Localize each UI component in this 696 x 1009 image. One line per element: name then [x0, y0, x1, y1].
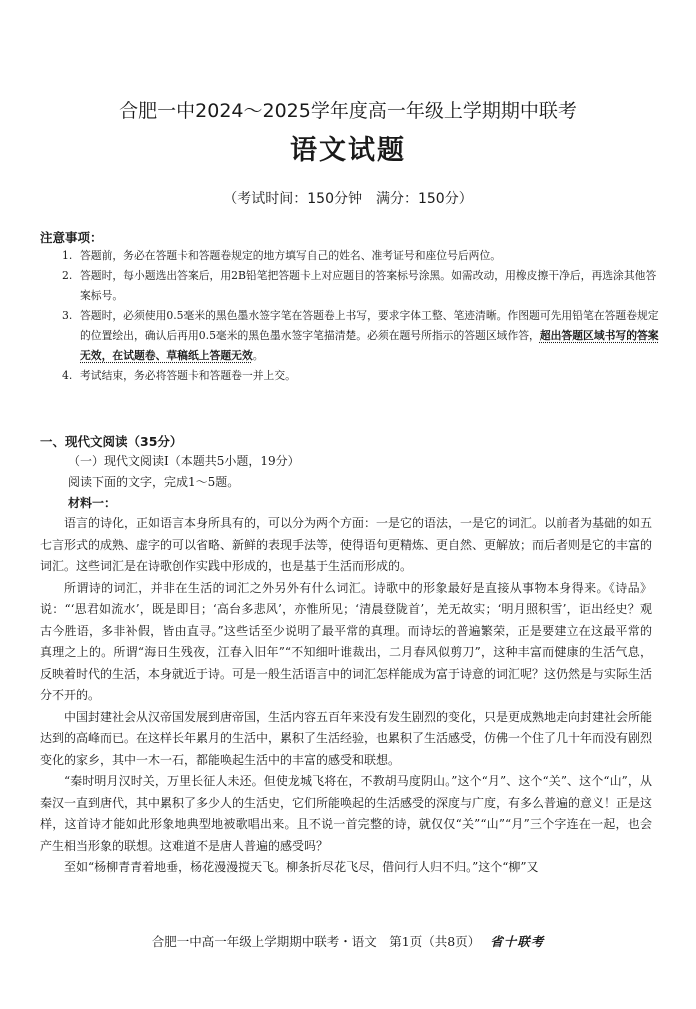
brand-logo: 省十联考: [490, 934, 545, 949]
note-text: 答题前，务必在答题卡和答题卷规定的地方填写自己的姓名、准考证号和座位号后两位。: [80, 249, 502, 262]
subsection-title: （一）现代文阅读Ⅰ（本题共5小题，19分）: [68, 454, 300, 468]
paragraph: 至如“杨柳青青着地垂，杨花漫漫搅天飞。柳条折尽花飞尽，借问行人归不归。”这个“柳”又: [64, 860, 539, 874]
notes-list: [62, 246, 662, 386]
section-title: 一、现代文阅读（35分）: [40, 434, 183, 449]
note-number: 4.: [62, 369, 73, 382]
reading-instruction: 阅读下面的文字，完成1～5题。: [68, 475, 240, 489]
note-number: 3.: [62, 309, 73, 322]
exam-title: 合肥一中2024～2025学年度高一年级上学期期中联考: [119, 100, 577, 122]
footer-text: 合肥一中高一年级上学期期中联考・语文 第1页（共8页）: [151, 934, 481, 949]
reading-passage: [40, 513, 652, 879]
paragraph: 所谓诗的词汇，并非在生活的词汇之外另外有什么词汇。诗歌中的形象最好是直接从事物本身得来。《诗品》说：“‘思君如流水’，既是即目；‘高台多悲风’，亦惟所见；‘清晨登陇首’，羌无故实；‘明月照积雪’，讵出经史？观古今胜语，多非补假，皆由直寻。”这些话至少说明了最平常的真理。而诗坛的普遍繁荣，正是要建立在这最平常的真理之上的。所谓“海日生残夜，江春入旧年”“不知细叶谁裁出，二月春风似剪刀”，这种丰富而健康的生活气息，反映着时代的生活，本身就近于诗。可是一般生活语言中的词汇怎样能成为富于诗意的词汇呢？这仍然是与实际生活分不开的。: [40, 580, 653, 702]
note-item: [62, 246, 662, 266]
note-text-part: 答题时，必须使用0.5毫米的黑色墨水签字笔在答题卷上书写，要求字体工整、笔迹清晰。作图题可先用铅笔在答题卷规定的位置绘出，确认后再用0.5毫米的黑色墨水签字笔描清楚。必须在题号所指示的答题区域作答，: [80, 309, 659, 342]
exam-info: （考试时间：150分钟 满分：150分）: [223, 191, 473, 207]
note-text: 答题时，每小题选出答案后，用2B铅笔把答题卡上对应题目的答案标号涂黑。如需改动，用橡皮擦干净后，再选涂其他答案标号。: [80, 269, 657, 302]
note-number: 2.: [62, 269, 73, 282]
page-footer: [0, 932, 696, 950]
subject-title: 语文试题: [290, 135, 406, 166]
bold-warning: 超出答题区域书写的答案无效，在试题卷、草稿纸上答题无效: [80, 329, 659, 362]
note-item: [62, 366, 662, 386]
note-text-end: 。: [252, 349, 264, 362]
note-text: 考试结束，务必将答题卡和答题卷一并上交。: [80, 369, 296, 382]
material-label: 材料一：: [68, 496, 117, 510]
note-text: [80, 306, 662, 366]
paragraph: “秦时明月汉时关，万里长征人未还。但使龙城飞将在，不教胡马度阴山。”这个“月”、这个“关”、这个“山”，从秦汉一直到唐代，其中累积了多少人的生活史，它们所能唤起的生活感受的深度与广度，有多么普遍的意义！正是这样，这首诗才能如此形象地典型地被歌唱出来。且不说一首完整的诗，就仅仅“关”“山”“月”三个字连在一起，也会产生相当形象的联想。这难道不是唐人普遍的感受吗？: [40, 774, 653, 853]
paragraph: 语言的诗化，正如语言本身所具有的，可以分为两个方面：一是它的语法，一是它的词汇。以前者为基础的如五七言形式的成熟、虚字的可以省略、新鲜的表现手法等，使得语句更精炼、更自然、更解放；而后者则是它的丰富的词汇。这些词汇是在诗歌创作实践中形成的，也是基于生活而形成的。: [40, 516, 653, 573]
paragraph: 中国封建社会从汉帝国发展到唐帝国，生活内容五百年来没有发生剧烈的变化，只是更成熟地走向封建社会所能达到的高峰而已。在这样长年累月的生活中，累积了生活经验，也累积了生活感受，仿佛一个住了几十年而没有剧烈变化的家乡，其中一木一石，都能唤起生活中的丰富的感受和联想。: [40, 709, 653, 767]
notes-title: 注意事项：: [40, 230, 103, 245]
note-number: 1.: [62, 249, 73, 262]
note-item: [62, 266, 662, 306]
note-item: [62, 306, 662, 366]
